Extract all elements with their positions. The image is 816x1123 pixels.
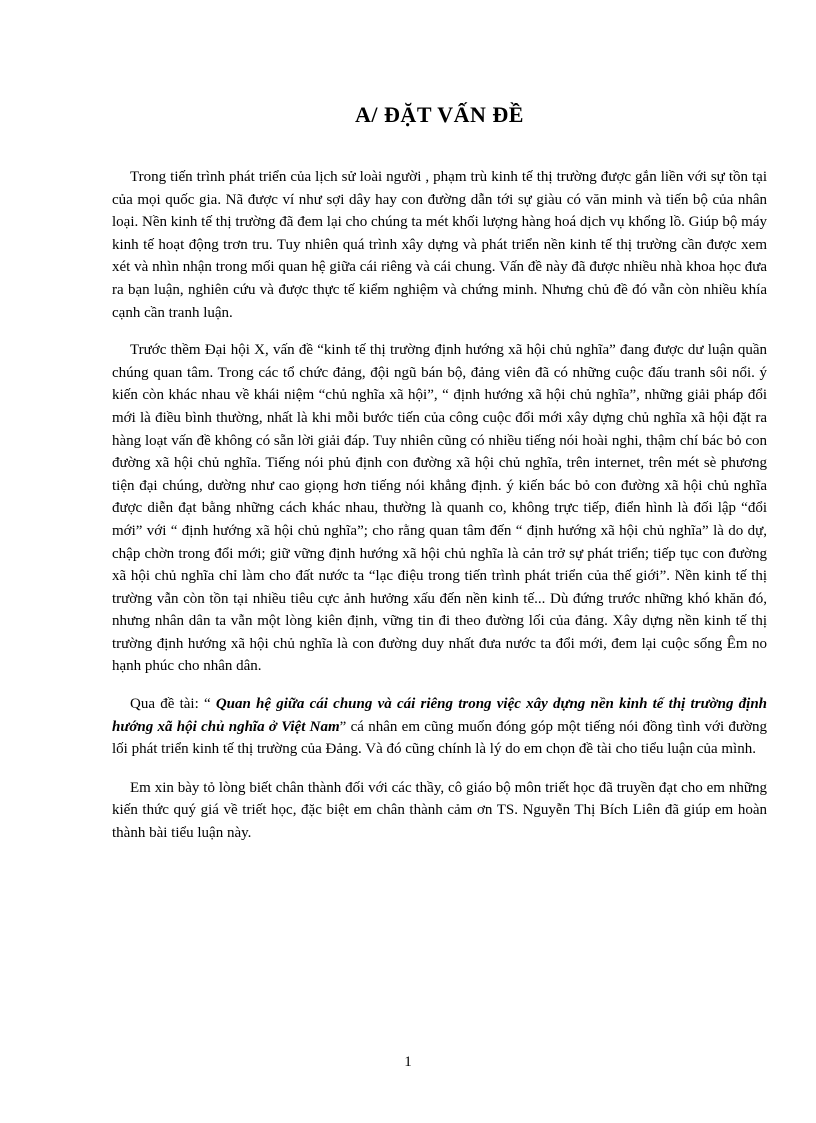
page-number: 1 — [404, 1054, 412, 1070]
topic-rest-text: ” cá nhân em cũng muốn đóng góp một tiếng nói đồng tình với đường lối phát triển kinh tế thị trường của Đảng. Và đó cũng chính là lý do em chọn đề tài cho tiểu luận của mình. — [112, 718, 767, 758]
topic-lead-text: Qua đề tài: “ — [130, 696, 216, 713]
page-title: A/ ĐẶT VẤN ĐỀ — [355, 102, 524, 127]
paragraph-topic — [112, 693, 767, 761]
paragraph-acknowledgement: Em xin bày tỏ lòng biết chân thành đối với các thầy, cô giáo bộ môn triết học đã truyền đạt cho em những kiến thức quý giá về triết học, đặc biệt em chân thành cảm ơn TS. Nguyễn Thị Bích Liên đã giúp em hoàn thành bài tiểu luận này. — [112, 779, 767, 842]
document-page — [112, 98, 767, 860]
paragraph-intro: Trong tiến trình phát triển của lịch sử loài người , phạm trù kinh tế thị trường được gắn liền với sự tồn tại của mọi quốc gia. Nã được ví như sợi dây hay con đường dẫn tới sự giàu có văn minh và tiến bộ của nhân loại. Nền kinh tế thị trường đã đem lại cho chúng ta mét khối lượng hàng hoá dịch vụ khổng lồ. Giúp bộ máy kinh tế hoạt động trơn tru. Tuy nhiên quá trình xây dựng và phát triển nền kinh tế thị trường cần được xem xét và nhìn nhận trong mối quan hệ giữa cái riêng và cái chung. Vấn đề này đã được nhiều nhà khoa học đưa ra bạn luận, nghiên cứu và được thực tế kiểm nghiệm và chứng minh. Nhưng chủ đề đó vẫn còn nhiều khía cạnh cần tranh luận. — [112, 169, 767, 321]
topic-title: Quan hệ giữa cái chung và cái riêng trong việc xây dựng nền kinh tế thị trường định hướng xã hội chủ nghĩa ở Việt Nam — [112, 696, 768, 735]
paragraph-context: Trước thềm Đại hội X, vấn đề “kinh tế thị trường định hướng xã hội chủ nghĩa” đang được dư luận quần chúng quan tâm. Trong các tổ chức đảng, đội ngũ bán bộ, đảng viên đã có những cuộc đấu tranh sôi nổi. ý kiến còn khác nhau về khái niệm “chủ nghĩa xã hội”, “ định hướng xã hội chủ nghĩa”, những giải pháp đổi mới là điều bình thường, nhất là khi mỗi bước tiến của công cuộc đổi mới xây dựng chủ nghĩa xã hội đặt ra hàng loạt vấn đề không có sẵn lời giải đáp. Tuy nhiên cũng có nhiều tiếng nói hoài nghi, thậm chí bác bỏ con đường xã hội chủ nghĩa. Tiếng nói phủ định con đường xã hội chủ nghĩa, trên internet, trên mét sè phương tiện đại chúng, dường như cao giọng hơn tiếng nói khẳng định. ý kiến bác bỏ con đường xã hội chủ nghĩa được diễn đạt bằng những cách khác nhau, thường là quanh co, không trực tiếp, điển hình là đối lập “đổi mới” với “ định hướng xã hội chủ nghĩa”; cho rằng quan tâm đến “ định hướng xã hội chủ nghĩa” là do dự, chập chờn trong đổi mới; giữ vững định hướng xã hội chủ nghĩa là cản trở sự phát triển; tiếp tục con đường xã hội chủ nghĩa chỉ làm cho đất nước ta “lạc điệu trong tiến trình phát triển của thế giới”. Nền kinh tế thị trường vẫn còn tồn tại nhiều tiêu cực ảnh hưởng xấu đến nền kinh tế... Dù đứng trước những khó khăn đó, nhưng nhân dân ta vẫn một lòng kiên định, vững tin đi theo đường lối của đảng. Xây dựng nền kinh tế thị trường định hướng xã hội chủ nghĩa là con đường duy nhất đưa nước ta đổi mới, đem lại cuộc sống Êm no hạnh phúc cho nhân dân. — [112, 342, 767, 675]
